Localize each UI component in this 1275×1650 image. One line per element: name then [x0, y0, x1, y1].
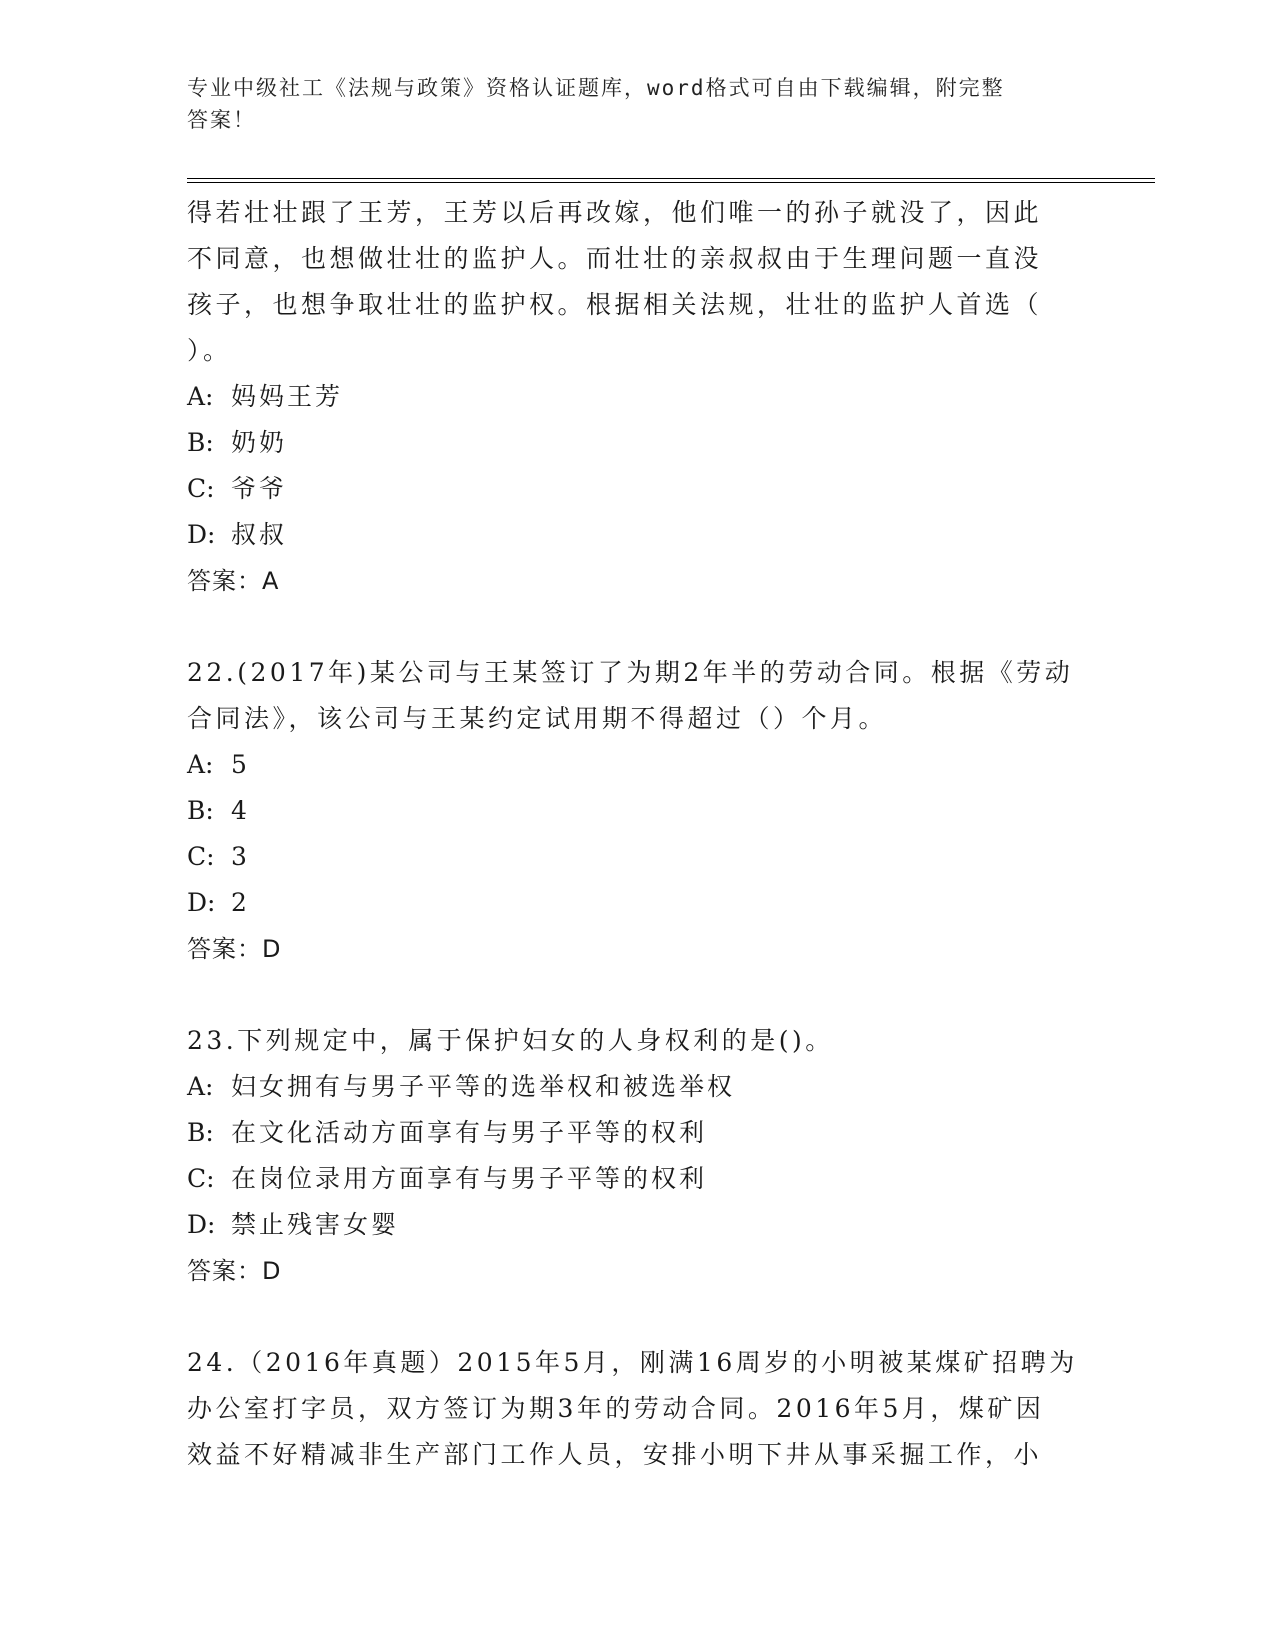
question-text-line: 合同法》，该公司与王某约定试用期不得超过（）个月。 — [187, 704, 888, 733]
spacer — [187, 1294, 1087, 1340]
answer-line: 答案：D — [187, 1257, 282, 1285]
question-text-line: 24.（2016年真题）2015年5月，刚满16周岁的小明被某煤矿招聘为 — [187, 1348, 1078, 1377]
answer-line: 答案：D — [187, 935, 282, 963]
header-line-2: 答案！ — [187, 108, 256, 132]
option-a: A: 5 — [187, 750, 250, 779]
spacer — [187, 604, 1087, 650]
option-b: B: 4 — [187, 796, 250, 825]
question-text-line: 效益不好精减非生产部门工作人员，安排小明下井从事采掘工作，小 — [187, 1440, 1043, 1469]
option-a: A: 妈妈王芳 — [187, 382, 344, 411]
answer-line: 答案：A — [187, 567, 280, 595]
header-divider-top — [187, 178, 1155, 179]
option-c: C: 3 — [187, 842, 250, 871]
question-text-line: ）。 — [187, 336, 232, 365]
question-24 — [187, 1340, 1087, 1478]
option-b: B: 奶奶 — [187, 428, 288, 457]
option-b: B: 在文化活动方面享有与男子平等的权利 — [187, 1118, 708, 1147]
option-c: C: 在岗位录用方面享有与男子平等的权利 — [187, 1164, 708, 1193]
spacer — [187, 972, 1087, 1018]
header-divider-bottom — [187, 182, 1155, 183]
question-text-line: 23.下列规定中，属于保护妇女的人身权利的是()。 — [187, 1026, 834, 1055]
document-header — [187, 72, 1087, 136]
question-21 — [187, 190, 1087, 604]
question-text-line: 22.(2017年)某公司与王某签订了为期2年半的劳动合同。根据《劳动 — [187, 658, 1074, 687]
question-text-line: 办公室打字员，双方签订为期3年的劳动合同。2016年5月，煤矿因 — [187, 1394, 1045, 1423]
header-line-1: 专业中级社工《法规与政策》资格认证题库，word格式可自由下载编辑，附完整 — [187, 76, 1005, 100]
option-a: A: 妇女拥有与男子平等的选举权和被选举权 — [187, 1072, 736, 1101]
question-text-line: 孩子，也想争取壮壮的监护权。根据相关法规，壮壮的监护人首选（ — [187, 290, 1043, 319]
option-d: D: 叔叔 — [187, 520, 288, 549]
option-c: C: 爷爷 — [187, 474, 288, 503]
question-22 — [187, 650, 1087, 972]
option-d: D: 禁止残害女婴 — [187, 1210, 400, 1239]
option-d: D: 2 — [187, 888, 250, 917]
document-body — [187, 190, 1087, 1478]
question-23 — [187, 1018, 1087, 1294]
question-text-line: 得若壮壮跟了王芳，王芳以后再改嫁，他们唯一的孙子就没了，因此 — [187, 198, 1043, 227]
question-text-line: 不同意，也想做壮壮的监护人。而壮壮的亲叔叔由于生理问题一直没 — [187, 244, 1043, 273]
